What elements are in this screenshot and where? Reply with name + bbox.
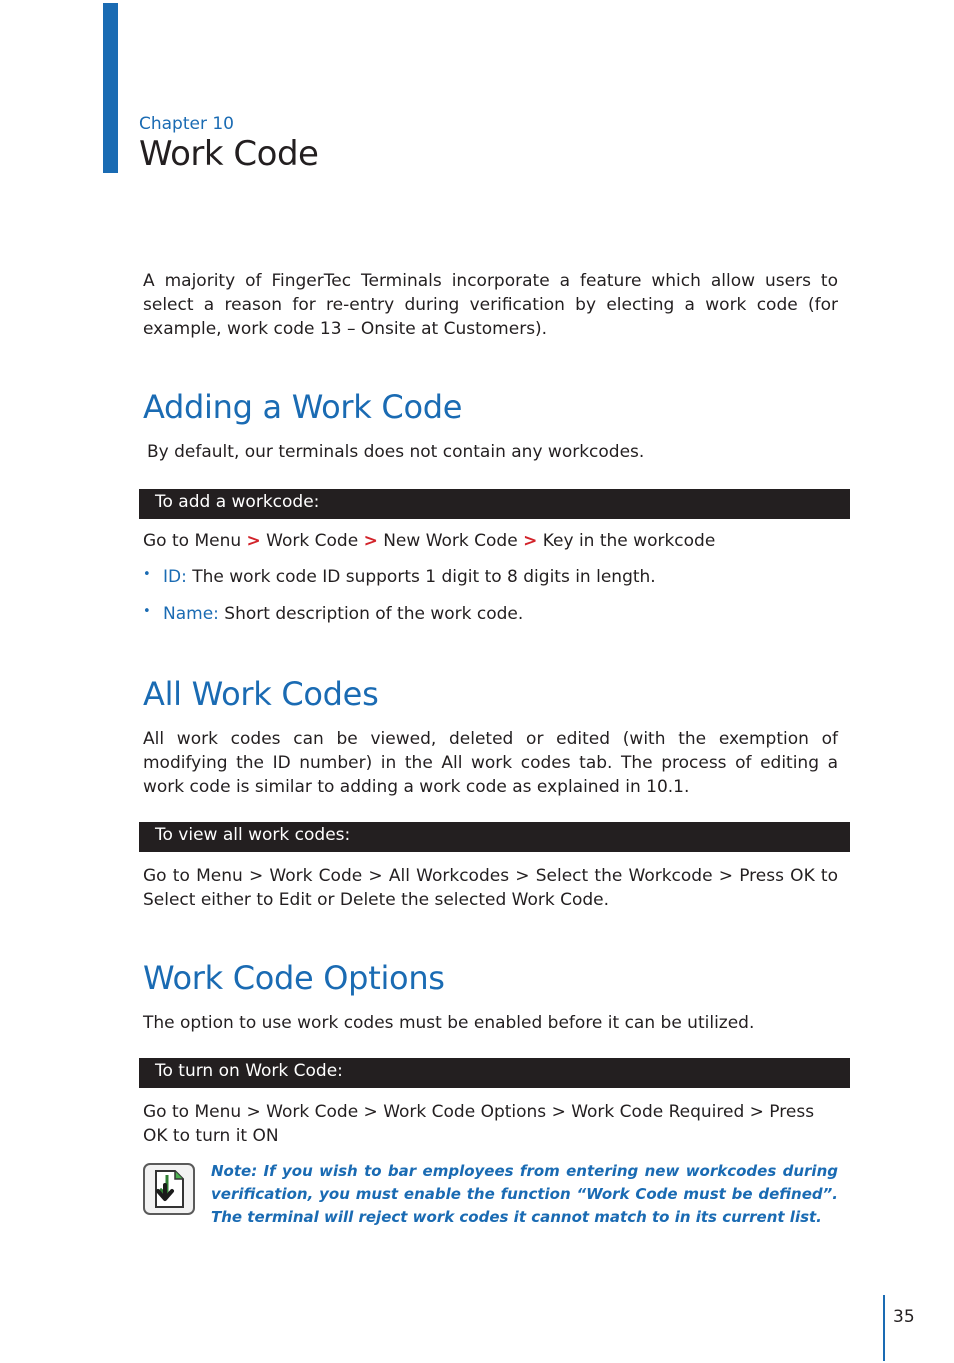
- chapter-title: Work Code: [139, 134, 319, 174]
- all-paragraph: All work codes can be viewed, deleted or edited (with the exemption of modifying the ID number) in the All work codes tab. The process of editing a work code is similar to adding a work code as explained in 10.1.: [143, 729, 838, 797]
- section-heading-adding: Adding a Work Code: [143, 388, 463, 426]
- instruction-bar-label: To view all work codes:: [155, 825, 351, 845]
- path-separator: >: [246, 531, 261, 551]
- section-heading-options: Work Code Options: [143, 959, 445, 997]
- bullet-term: ID:: [163, 567, 187, 587]
- options-paragraph: The option to use work codes must be enabled before it can be utilized.: [143, 1013, 755, 1033]
- intro-paragraph: A majority of FingerTec Terminals incorporate a feature which allow users to select a reason for re-entry during verification by electing a work code (for example, work code 13 – Onsite at Customers).: [143, 271, 838, 339]
- all-menu-path: Go to Menu > Work Code > All Workcodes > Select the Workcode > Press OK to Select either to Edit or Delete the selected Work Code.: [143, 866, 838, 910]
- adding-paragraph: By default, our terminals does not contain any workcodes.: [147, 442, 645, 462]
- instruction-bar-view: [139, 822, 850, 852]
- bullet-text: The work code ID supports 1 digit to 8 digits in length.: [186, 567, 656, 587]
- bullet-term: Name:: [163, 604, 219, 624]
- page-number-rule: [883, 1295, 885, 1361]
- note-text: Note: If you wish to bar employees from entering new workcodes during verification, you must enable the function “Work Code must be defined”. The terminal will reject work codes it cannot match to in its current list.: [211, 1162, 838, 1226]
- path-segment: Work Code: [260, 531, 364, 551]
- adding-menu-path: [143, 529, 838, 553]
- instruction-bar-turn-on: [139, 1058, 850, 1088]
- chapter-accent-bar: [103, 3, 118, 173]
- bullet-icon: •: [143, 604, 151, 619]
- path-segment: New Work Code: [377, 531, 524, 551]
- path-segment: Key in the workcode: [537, 531, 716, 551]
- section-heading-all: All Work Codes: [143, 675, 379, 713]
- instruction-bar-label: To add a workcode:: [155, 492, 320, 512]
- bullet-text: Short description of the work code.: [218, 604, 524, 624]
- path-separator: >: [523, 531, 538, 551]
- path-separator: >: [363, 531, 378, 551]
- instruction-bar-label: To turn on Work Code:: [155, 1061, 343, 1081]
- note-download-icon: [143, 1163, 195, 1215]
- page-number: 35: [893, 1307, 915, 1327]
- instruction-bar-add: [139, 489, 850, 519]
- bullet-icon: •: [143, 567, 151, 582]
- path-segment: Go to Menu: [143, 531, 247, 551]
- chapter-label: Chapter 10: [139, 114, 235, 134]
- options-menu-path: Go to Menu > Work Code > Work Code Options > Work Code Required > Press OK to turn it ON: [143, 1102, 815, 1146]
